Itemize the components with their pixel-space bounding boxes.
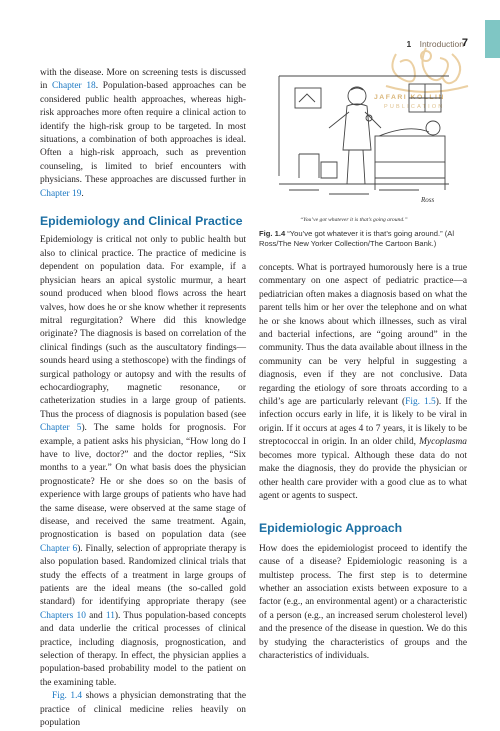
- figure-caption: [259, 229, 464, 250]
- paragraph: [40, 67, 246, 201]
- text-run: shows a physician demonstrating that the practice of clinical medicine relies heavily on population: [40, 691, 246, 729]
- text-run: ). Finally, selection of appropriate therapy is also population based. Randomized clinical trials that study the effects of a treatment in large groups of patients are the ideal means (the so-called gold standard) for identifying appropriate therapy (see: [40, 543, 246, 608]
- paragraph: [40, 234, 246, 690]
- watermark-subtitle: PUBLICATION: [384, 104, 445, 110]
- text-run: ). If the infection occurs early in life, it is likely to be viral in origin. If it occurs at ages 4 to 7 years, it is likely to be streptococcal in origin. In an older child,: [259, 397, 467, 448]
- cartoon-illustration: [259, 66, 455, 206]
- fig-1-5-link[interactable]: Fig. 1.5: [405, 397, 436, 408]
- watermark-title: JAFARI KOLLIN: [374, 94, 445, 101]
- paragraph: [259, 262, 467, 503]
- text-run: ). Thus population-based concepts and data underlie the critical processes of clinical practice, including diagnosis, prognostication, and selection of therapy. In effect, the physician applies a population-based probability model to the patient on the examining table.: [40, 610, 246, 688]
- text-run: and: [85, 610, 106, 621]
- chapter-19-link[interactable]: Chapter 19: [40, 188, 82, 199]
- figure-caption-text: “You’ve got whatever it is that’s going around.” (Al Ross/The New Yorker Collection/The Cartoon Bank.): [259, 229, 455, 249]
- paragraph: [259, 543, 467, 664]
- left-column: [40, 67, 246, 731]
- text-run: concepts. What is portrayed humorously here is a true commentary on one aspect of pediatric practice—a pediatrician often makes a diagnosis based on what the parent tells him or her over the telephone and on what he or she knows about which illnesses, such as viral and bacterial infections, are “going around” in the community. Thus the data available about illness in the community can be very helpful in suggesting a diagnosis, even if they are not conclusive. Data regarding the etiology of sore throats according to a child’s age are particularly relevant (: [259, 263, 467, 408]
- fig-1-4-link[interactable]: Fig. 1.4: [52, 691, 83, 702]
- figure-label: Fig. 1.4: [259, 229, 286, 238]
- paragraph: [40, 690, 246, 730]
- italic-term: Mycoplasma: [419, 437, 467, 448]
- section-heading: Epidemiology and Clinical Practice: [40, 214, 243, 229]
- text-run: becomes more typical. Although these data do not make the diagnosis, they do provide the physician or other health care provider with a good clue as to what agent or agents to suspect.: [259, 450, 467, 501]
- text-run: .: [81, 188, 84, 199]
- right-column: [259, 262, 467, 663]
- text-run: Epidemiology is critical not only to public health but also to clinical practice. The practice of medicine is dependent on population data. For example, if a physician hears an apical systolic murmur, a heart sound produced when blood flows across the heart valves, how does he or she know whether it represents mitral regurgitation? Where did this knowledge originate? The diagnosis is based on correlation of the clinical findings (such as the auscultatory findings—sounds heard using a stethoscope) with the findings of surgical pathology or autopsy and with the results of echocardiography, magnetic resonance, or catheterization studies in a large group of patients. Thus the process of diagnosis is population based (see: [40, 235, 246, 420]
- section-heading: Epidemiologic Approach: [259, 521, 403, 536]
- page-number: 7: [461, 37, 468, 49]
- chapter-18-link[interactable]: Chapter 18: [52, 81, 96, 92]
- chapter-title: Introduction: [419, 39, 464, 49]
- chapter-number: 1: [406, 39, 412, 49]
- chapter-10-link[interactable]: Chapters 10: [40, 610, 86, 621]
- chapter-11-link[interactable]: 11: [105, 610, 115, 621]
- cartoon-quote: “You’ve got whatever it is that’s going around.”: [300, 217, 408, 223]
- cartoon-drawing: [259, 66, 455, 206]
- chapter-6-link[interactable]: Chapter 6: [40, 543, 78, 554]
- cartoon-signature: Ross: [421, 196, 435, 204]
- text-run: with the disease. More on screening tests is discussed in: [40, 68, 246, 92]
- text-run: How does the epidemiologist proceed to identify the cause of a disease? Epidemiologic reasoning is a multistep process. The first step is to determine whether an association exists between exposure to a factor (e.g., an environmental agent) or a characteristic of a person (e.g., an increased serum cholesterol level) and the presence of the disease in question. We do this by studying the characteristics of groups and the characteristics of individuals.: [259, 543, 467, 661]
- text-run: . Population-based approaches can be considered public health approaches, whereas high-risk approaches more often require a clinical action to identify the high-risk group to be targeted. In most situations, a combination of both approaches is ideal. Often a high-risk approach, such as prevention counseling, is limited to brief encounters with physicians. These approaches are discussed further in: [40, 81, 246, 186]
- text-run: ). The same holds for prognosis. For example, a patient asks his physician, “How long do I have to live, doctor?” and the doctor replies, “Six months to a year.” On what basis does the physician prognosticate? He or she does so on the basis of experience with large groups of patients who have had the same disease, were observed at the same stage of disease, and received the same treatment. Again, prognostication is based on population data (see: [40, 423, 246, 541]
- chapter-5-link[interactable]: Chapter 5: [40, 423, 82, 434]
